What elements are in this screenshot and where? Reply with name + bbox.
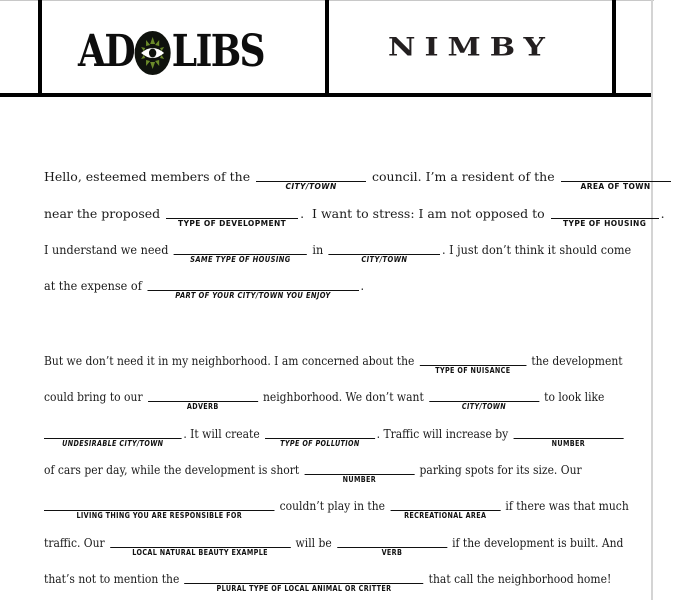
- blank-number-1[interactable]: [513, 424, 623, 448]
- static-text: .: [660, 206, 665, 221]
- blank-label: CITY/TOWN: [285, 182, 337, 191]
- blank-label: PLURAL TYPE OF LOCAL ANIMAL OR CRITTER: [216, 584, 392, 593]
- header-divider-middle: [325, 0, 329, 95]
- blank-verb[interactable]: [337, 533, 447, 557]
- adolibs-logo: [78, 24, 264, 78]
- blank-label: TYPE OF HOUSING: [563, 219, 647, 228]
- page-title: NIMBY: [388, 32, 554, 63]
- static-text: . Traffic will increase by: [376, 426, 512, 441]
- blank-type-of-housing[interactable]: [551, 204, 659, 228]
- static-text: . I want to stress: I am not opposed to: [300, 206, 549, 221]
- static-text: Hello, esteemed members of the: [44, 169, 255, 184]
- blank-label: LOCAL NATURAL BEAUTY EXAMPLE: [132, 548, 268, 557]
- static-text: if the development is built. And: [448, 535, 624, 550]
- header-bottom-rule: [0, 93, 651, 97]
- blank-label: UNDESIRABLE CITY/TOWN: [62, 439, 164, 448]
- static-text: if there was that much: [501, 498, 629, 513]
- static-text: in: [308, 242, 327, 257]
- blank-type-of-pollution[interactable]: [265, 424, 375, 448]
- blank-type-of-development[interactable]: [166, 204, 298, 228]
- blank-label: VERB: [381, 548, 403, 557]
- blank-number-2[interactable]: [304, 460, 414, 484]
- p2-line-2: [44, 387, 605, 411]
- blank-same-type-of-housing[interactable]: [174, 240, 307, 264]
- static-text: of cars per day, while the development is short: [44, 462, 303, 477]
- blank-type-of-nuisance[interactable]: [420, 351, 527, 375]
- blank-label: TYPE OF NUISANCE: [435, 366, 511, 375]
- static-text: parking spots for its size. Our: [416, 462, 582, 477]
- blank-city-town-3[interactable]: [429, 387, 539, 411]
- blank-recreational-area[interactable]: [390, 496, 500, 520]
- blank-local-natural-beauty[interactable]: [110, 533, 291, 557]
- static-text: .: [360, 278, 365, 293]
- blank-label: LIVING THING YOU ARE RESPONSIBLE FOR: [76, 511, 243, 520]
- blank-label: TYPE OF POLLUTION: [280, 439, 360, 448]
- blank-area-of-town[interactable]: [561, 167, 671, 191]
- blank-part-of-city-you-enjoy[interactable]: [147, 276, 359, 300]
- blank-label: NUMBER: [342, 475, 377, 484]
- static-text: council. I’m a resident of the: [368, 169, 559, 184]
- static-text: But we don’t need it in my neighborhood. I am concerned about the: [44, 353, 418, 368]
- p2-line-5: [44, 496, 629, 520]
- static-text: will be: [292, 535, 336, 550]
- static-text: could bring to our: [44, 389, 147, 404]
- header-divider-right: [612, 0, 616, 95]
- blank-label: RECREATIONAL AREA: [404, 511, 487, 520]
- p2-line-3: [44, 424, 625, 448]
- static-text: to look like: [540, 389, 605, 404]
- p1-line-4: [44, 276, 365, 300]
- static-text: . I just don’t think it should come: [441, 242, 632, 257]
- blank-city-town-2[interactable]: [329, 240, 441, 264]
- static-text: at the expense of: [44, 278, 146, 293]
- eye-icon: [135, 31, 171, 75]
- blank-label: SAME TYPE OF HOUSING: [190, 255, 291, 264]
- blank-undesirable-city-town[interactable]: [44, 424, 182, 448]
- static-text: the development: [527, 353, 623, 368]
- p2-line-6: [44, 533, 624, 557]
- blank-living-thing[interactable]: [44, 496, 274, 520]
- blank-city-town[interactable]: [256, 167, 366, 191]
- blank-label: CITY/TOWN: [361, 255, 408, 264]
- p1-line-3: [44, 240, 632, 264]
- blank-label: PART OF YOUR CITY/TOWN YOU ENJOY: [175, 291, 331, 300]
- p2-line-4: [44, 460, 582, 484]
- page-right-border: [651, 0, 653, 600]
- blank-plural-local-animal[interactable]: [184, 569, 423, 593]
- p1-line-2: [44, 204, 665, 228]
- blank-label: CITY/TOWN: [461, 402, 506, 411]
- blank-adverb[interactable]: [148, 387, 258, 411]
- static-text: near the proposed: [44, 206, 165, 221]
- p2-line-7: [44, 569, 612, 593]
- header-divider-left: [38, 0, 42, 95]
- static-text: . It will create: [183, 426, 264, 441]
- static-text: neighborhood. We don’t want: [259, 389, 428, 404]
- logo-text-right: LIBS: [171, 25, 264, 77]
- blank-label: NUMBER: [551, 439, 586, 448]
- blank-label: TYPE OF DEVELOPMENT: [178, 219, 287, 228]
- logo-text-left: AD: [78, 25, 135, 77]
- p1-line-1: [44, 167, 673, 191]
- static-text: traffic. Our: [44, 535, 109, 550]
- blank-label: ADVERB: [186, 402, 219, 411]
- static-text: couldn’t play in the: [276, 498, 389, 513]
- static-text: that’s not to mention the: [44, 571, 183, 586]
- static-text: that call the neighborhood home!: [425, 571, 612, 586]
- blank-label: AREA OF TOWN: [580, 182, 651, 191]
- p2-line-1: [44, 351, 623, 375]
- static-text: I understand we need: [44, 242, 172, 257]
